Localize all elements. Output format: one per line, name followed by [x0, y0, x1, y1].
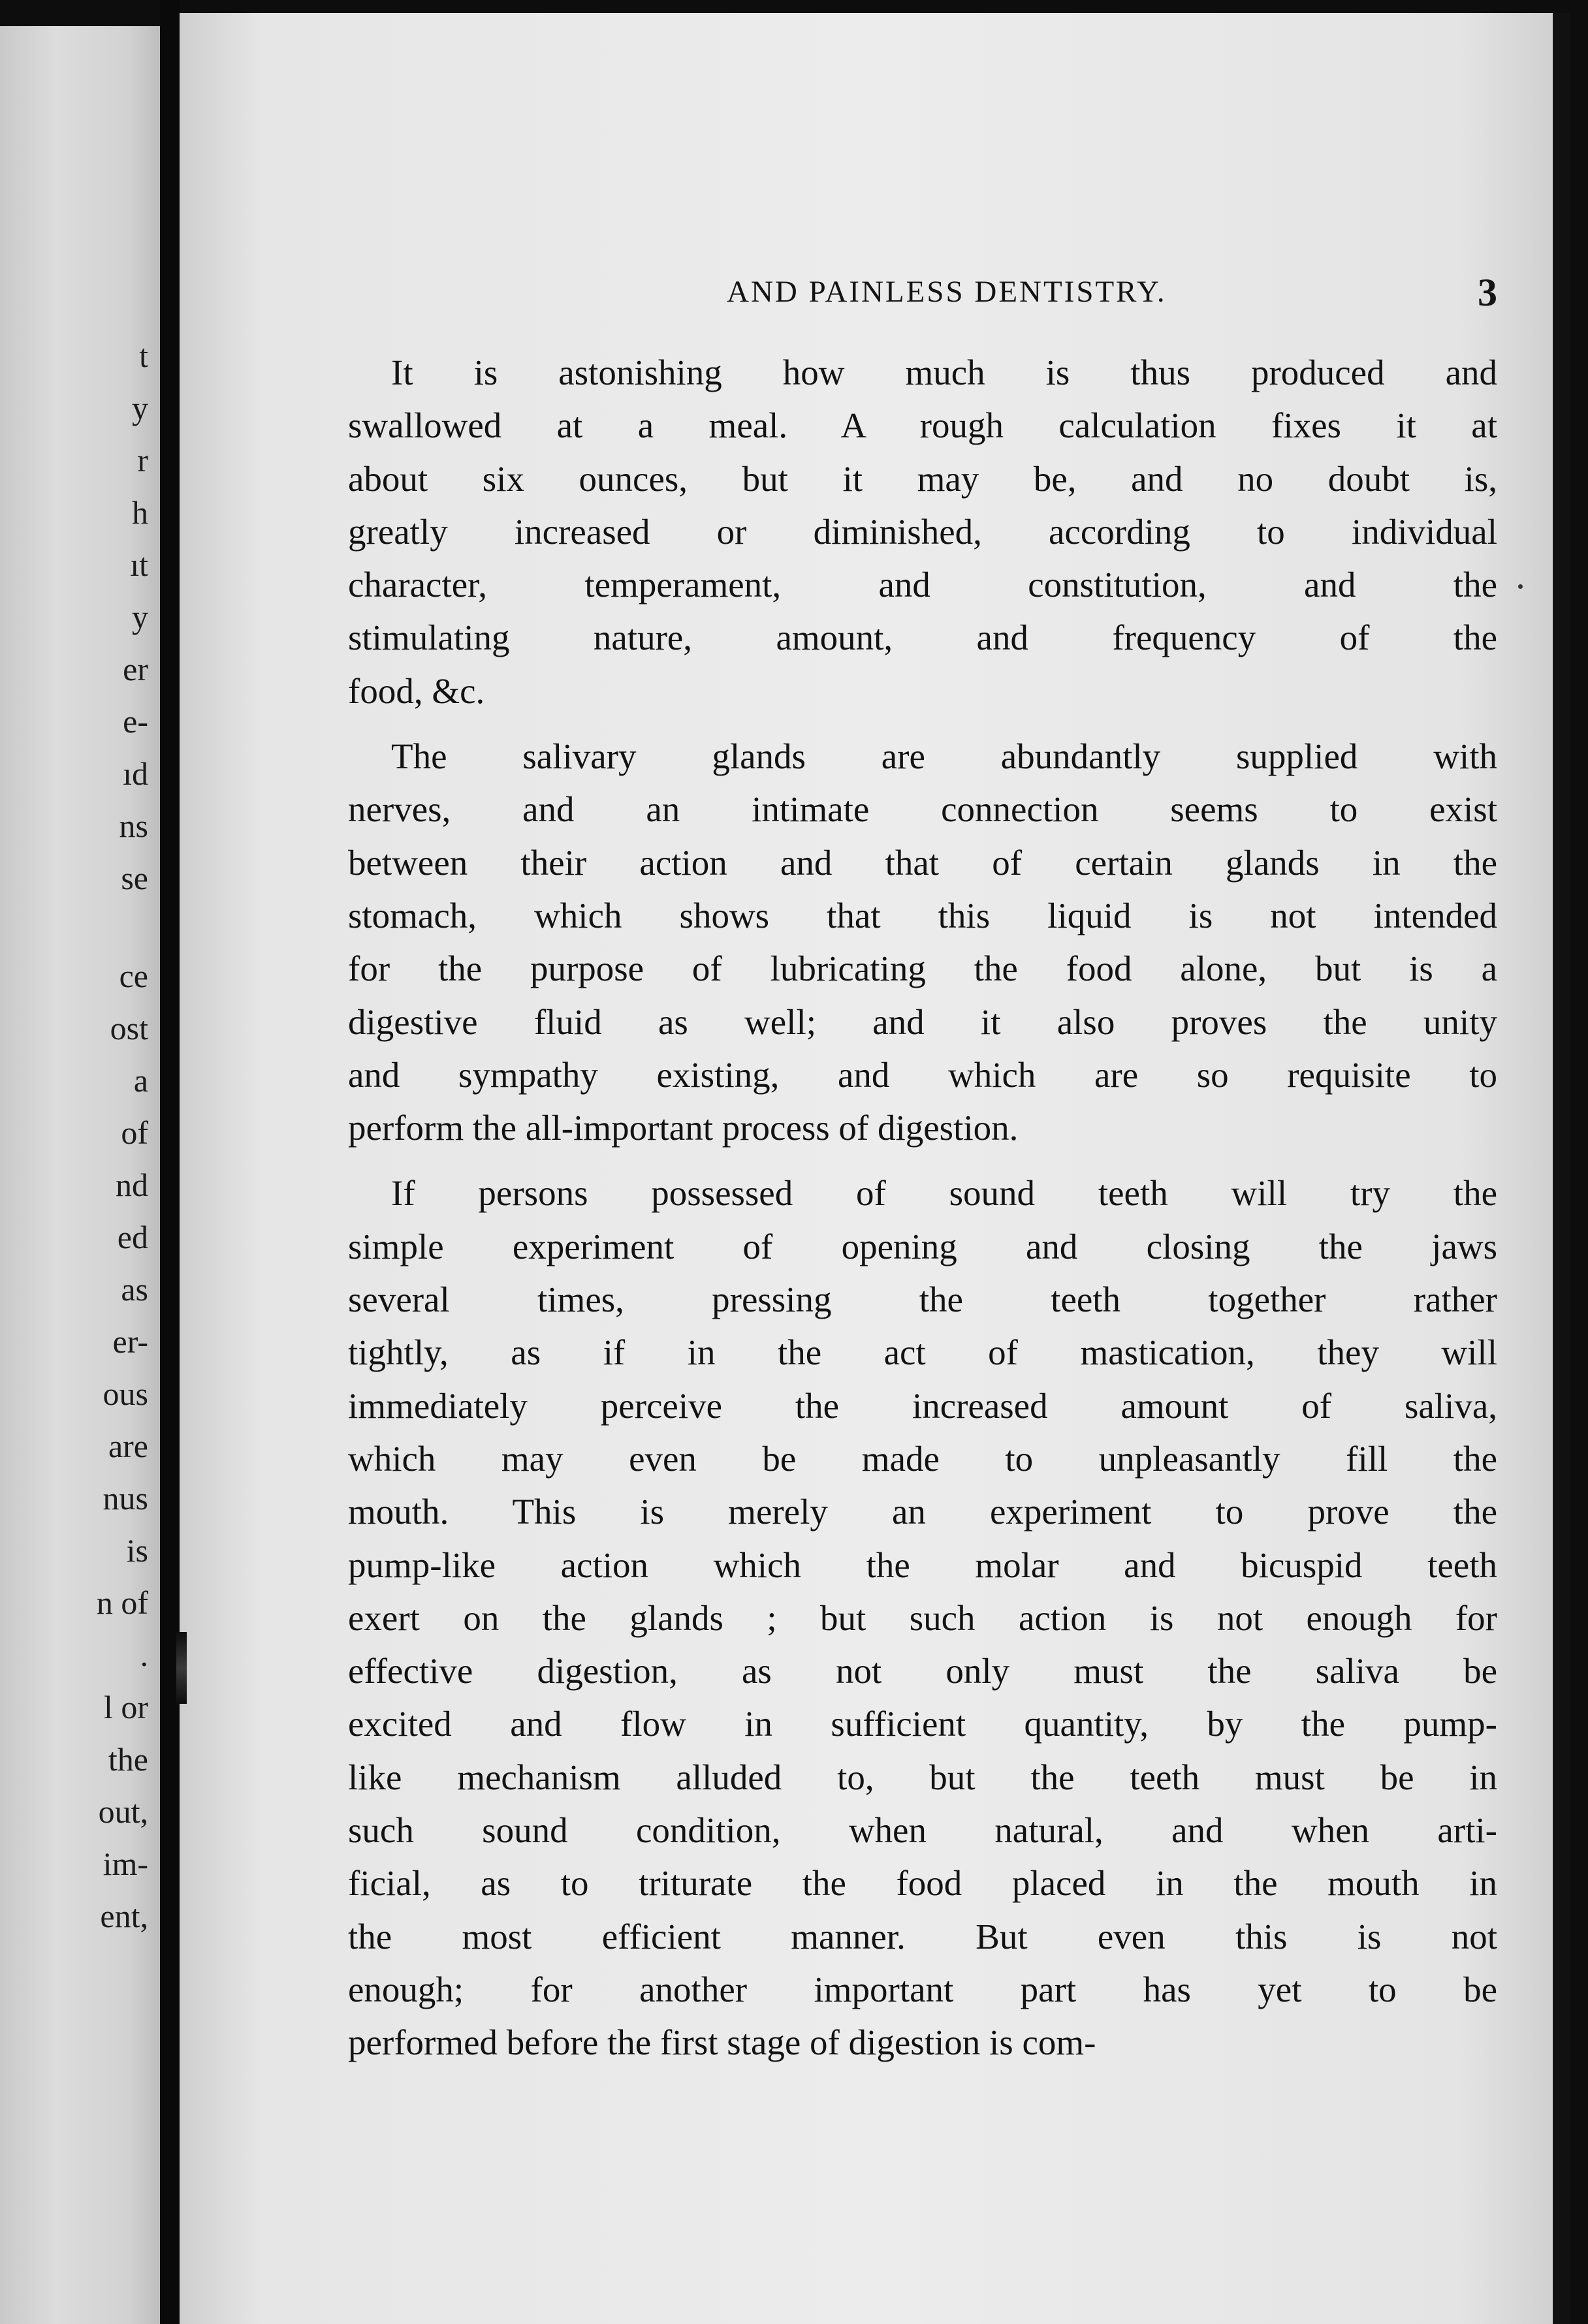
page-number: 3	[1478, 271, 1497, 314]
book-page	[180, 13, 1570, 2324]
paragraph	[348, 1167, 1497, 2069]
text-line: simple experiment of opening and closing the jaws	[348, 1226, 1497, 1266]
text-line: immediately perceive the increased amount of saliva,	[348, 1385, 1497, 1426]
book-gutter	[160, 0, 180, 2324]
previous-page-text-fragment: ıt	[130, 546, 148, 583]
text-line: food, &c.	[348, 670, 485, 711]
previous-page-text-fragment: the	[108, 1741, 148, 1778]
previous-page-text-fragment: se	[121, 860, 148, 896]
text-line: excited and flow in sufficient quantity, by the pump-	[348, 1704, 1497, 1744]
previous-page-text-fragment: .	[140, 1637, 148, 1673]
text-line: greatly increased or diminished, according to individual	[348, 511, 1497, 552]
previous-page-text-fragment: a	[133, 1062, 148, 1099]
previous-page-text-fragment: ıd	[123, 755, 148, 792]
previous-page-text-fragment: ns	[119, 808, 148, 844]
previous-page-text-fragment: of	[121, 1114, 148, 1151]
text-line: It is astonishing how much is thus produced and	[391, 353, 1497, 392]
previous-page-text-fragment: n of	[96, 1584, 148, 1621]
text-line: exert on the glands ; but such action is not enough for	[348, 1597, 1497, 1638]
previous-page-text-fragment: t	[139, 338, 148, 374]
text-line: such sound condition, when natural, and when arti-	[348, 1810, 1497, 1851]
page-tear-mark	[176, 1632, 187, 1704]
previous-page-text-fragment: ost	[110, 1010, 148, 1046]
text-line: ficial, as to triturate the food placed in the mouth in	[348, 1863, 1497, 1904]
previous-page-text-fragment: is	[126, 1532, 148, 1569]
text-line: about six ounces, but it may be, and no doubt is,	[348, 458, 1497, 499]
previous-page-text-fragment: y	[132, 599, 148, 635]
paragraph	[348, 730, 1497, 1154]
paragraph	[348, 346, 1497, 717]
running-head: AND PAINLESS DENTISTRY.	[727, 275, 1167, 309]
previous-page-text-fragment: ous	[103, 1375, 148, 1412]
page-header	[348, 270, 1497, 316]
previous-page-text-fragment: ce	[119, 958, 148, 994]
text-line: character, temperament, and constitution, and the	[348, 565, 1497, 605]
previous-page-text-fragment: are	[108, 1428, 148, 1464]
previous-page-text-fragment: ed	[117, 1219, 148, 1255]
previous-page-text-fragment: as	[121, 1271, 148, 1308]
text-line: and sympathy existing, and which are so requisite to	[348, 1054, 1497, 1095]
text-line: stomach, which shows that this liquid is not intended	[348, 895, 1497, 935]
text-line: like mechanism alluded to, but the teeth must be in	[348, 1757, 1497, 1797]
previous-page-text-fragment: h	[132, 494, 148, 531]
previous-page-text-fragment: nus	[103, 1480, 148, 1516]
text-line: tightly, as if in the act of mastication, they will	[348, 1332, 1497, 1373]
previous-page-edge	[0, 26, 160, 2324]
previous-page-text-fragment: y	[132, 390, 148, 426]
text-line: several times, pressing the teeth together rather	[348, 1280, 1497, 1320]
text-line: mouth. This is merely an experiment to prove the	[348, 1492, 1497, 1532]
text-line: If persons possessed of sound teeth will try the	[391, 1173, 1497, 1214]
text-line: digestive fluid as well; and it also proves the unity	[348, 1001, 1497, 1042]
previous-page-text-fragment: im-	[103, 1845, 148, 1882]
text-line: The salivary glands are abundantly supplied with	[391, 736, 1497, 777]
text-line: swallowed at a meal. A rough calculation fixes it at	[348, 405, 1497, 446]
body-text	[348, 346, 1497, 2082]
previous-page-text-fragment: l or	[103, 1689, 148, 1725]
previous-page-text-fragment: er	[123, 651, 148, 687]
text-line: for the purpose of lubricating the food alone, but is a	[348, 949, 1497, 989]
text-line: the most efficient manner. But even this is not	[348, 1916, 1497, 1956]
ink-speck	[1518, 584, 1523, 589]
text-line: performed before the first stage of digestion is com-	[348, 2022, 1096, 2063]
previous-page-text-fragment: r	[137, 442, 148, 479]
text-line: enough; for another important part has yet to be	[348, 1969, 1497, 2009]
text-line: perform the all-important process of digestion.	[348, 1108, 1019, 1148]
previous-page-text-fragment: e-	[123, 703, 148, 740]
text-line: pump-like action which the molar and bicuspid teeth	[348, 1545, 1497, 1585]
previous-page-text-fragment: nd	[116, 1167, 148, 1203]
text-line: stimulating nature, amount, and frequency of the	[348, 618, 1497, 658]
text-line: effective digestion, as not only must the saliva be	[348, 1651, 1497, 1691]
page-right-edge	[1553, 13, 1570, 2324]
text-line: which may even be made to unpleasantly fill the	[348, 1438, 1497, 1479]
text-line: nerves, and an intimate connection seems to exist	[348, 789, 1497, 830]
previous-page-text-fragment: ent,	[100, 1898, 148, 1934]
previous-page-text-fragment: out,	[98, 1793, 148, 1830]
text-line: between their action and that of certain glands in the	[348, 842, 1497, 883]
previous-page-text-fragment: er-	[112, 1323, 148, 1360]
